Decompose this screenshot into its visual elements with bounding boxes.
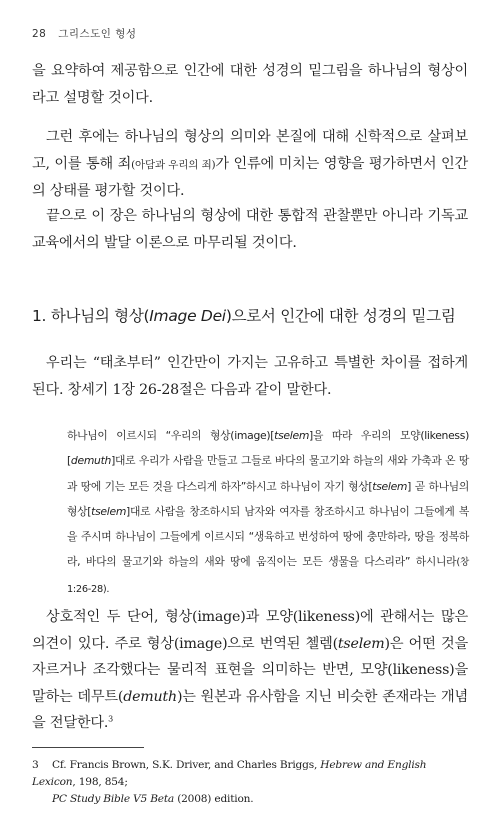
quote-term-tselem-2: tselem: [372, 479, 408, 493]
footnote-text-2: , 198, 854;: [72, 776, 128, 788]
paragraph-1: 을 요약하여 제공함으로 인간에 대한 성경의 밑그림을 하나님의 형상이라고 설명할 것이다.: [32, 63, 468, 106]
section-heading-latin: Image Dei: [149, 307, 226, 325]
quote-text-5: ]대로 사람을 창조하시되 남자와 여자를 창조하시고 하나님이 그들에게 복을 주시며 하나님이 그들에게 이르시되 “생육하고 번성하여 땅에 충만하라, 땅을 정복하라, 바다의 물고기와 하늘의 새와 땅에 움직이는 모든 생물을 다스리라” 하시니라: [67, 504, 469, 569]
section-number: 1.: [32, 307, 47, 325]
page-number: 28: [32, 28, 47, 40]
paragraph-3: 끝으로 이 장은 하나님의 형상에 대한 통합적 관찰뿐만 아니라 기독교 교육에서의 발달 이론으로 마무리될 것이다.: [32, 208, 468, 251]
section-heading-text-a: 하나님의 형상(: [50, 307, 150, 325]
quote-term-tselem-1: tselem: [274, 429, 310, 442]
footnote-text-1: Cf. Francis Brown, S.K. Driver, and Charles Briggs,: [52, 759, 321, 771]
quote-term-demuth: demuth: [70, 454, 112, 468]
footnote-title-software: PC Study Bible V5 Beta: [52, 793, 175, 805]
paragraph-5-text-2: )은 어떤 것을 자르거나 조각했다는 물리적 표현을 의미하는 반면, 모양(likeness)을 말하는 데무트(: [32, 635, 468, 705]
quote-text-3: ]대로 우리가 사람을 만들고 그들로 바다의 물고기와 하늘의 새와 가축과 온 땅과 땅에 기는 모든 것을 다스리게 하자”하시고 하나님이 자기 형상[: [67, 454, 469, 493]
scripture-quote: [67, 423, 469, 602]
footnote-line-1: [32, 757, 472, 791]
footnote-text-3: (2008) edition.: [174, 793, 254, 805]
quote-term-tselem-3: tselem: [91, 504, 127, 518]
footnote-title-lexicon: Hebrew and English Lexicon: [32, 759, 427, 788]
footnote-divider: [32, 747, 144, 748]
section-heading-text-b: )으로서 인간에 대한 성경의 밑그림: [225, 307, 456, 325]
paragraph-5-text-3: )는 원본과 유사함을 지닌 비슷한 존재라는 개념을 전달한다.: [32, 688, 468, 731]
quote-reference: (창 1:26-28).: [67, 557, 469, 595]
footnote-number: 3: [32, 759, 39, 771]
paragraph-5-text-1: 상호적인 두 단어, 형상(image)과 모양(likeness)에 관해서는 많은 의견이 있다. 주로 형상(image)으로 번역된 첼렘(: [32, 609, 468, 652]
paragraph-4: 우리는 “태초부터” 인간만이 가지는 고유하고 특별한 차이를 접하게 된다. 창세기 1장 26-28절은 다음과 같이 말한다.: [32, 355, 468, 398]
footnote-marker[interactable]: 3: [108, 714, 114, 724]
footnote-line-2: [32, 791, 472, 808]
paragraph-5: [32, 604, 468, 737]
quote-text-1: 하나님이 이르시되 “우리의 형상(image)[: [67, 429, 275, 442]
running-header: [32, 26, 137, 41]
footnote: [32, 757, 472, 808]
running-title: 그리스도인 형성: [58, 28, 137, 40]
paragraph-2-text-a: 그런 후에는 하나님의 형상의 의미와 본질에 대해 신학적으로 살펴보고, 이를 통해 죄: [32, 129, 468, 172]
paragraph-5-term-demuth: demuth: [123, 688, 177, 705]
paragraph-2-aside: (아담과 우리의 죄): [131, 158, 216, 171]
paragraph-5-term-tselem: tselem: [337, 635, 385, 652]
paragraph-2-text-b: 가 인류에 미치는 영향을 평가하면서 인간의 상태를 평가할 것이다.: [32, 155, 469, 199]
quote-text-4: ] 곧 하나님의 형상[: [67, 479, 469, 518]
paragraph-2: [32, 124, 468, 205]
section-heading: [32, 305, 472, 327]
quote-text-2: ]을 따라 우리의 모양(likeness)[: [67, 429, 469, 468]
